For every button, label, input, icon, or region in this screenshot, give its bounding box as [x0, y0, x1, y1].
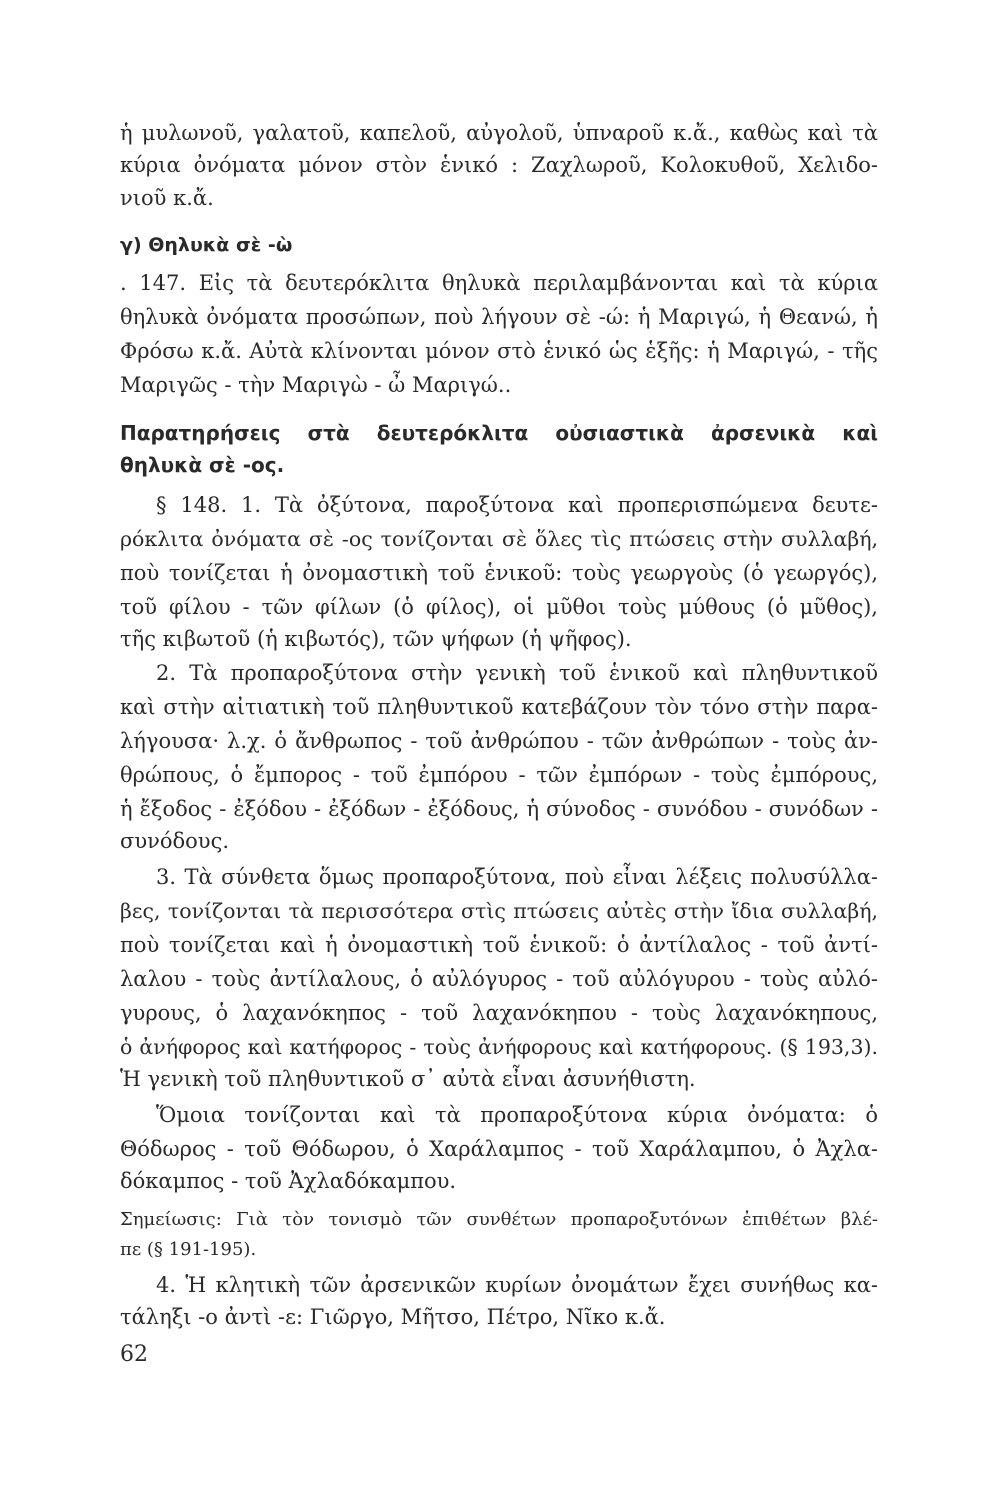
text-line: συνόδους.: [120, 829, 229, 853]
section-heading: Παρατηρήσεις στὰ δευτερόκλιτα οὐσιαστικὰ ἀρσενικὰ καὶ: [120, 421, 878, 445]
note-line: Σημείωσις: Γιὰ τὸν τονισμὸ τῶν συνθέτων προπαροξυτόνων ἐπιθέτων βλέ-: [120, 1209, 878, 1230]
text-line: Φρόσω κ.ἄ. Αὐτὰ κλίνονται μόνον στὸ ἑνικό ὡς ἑξῆς: ἡ Μαριγώ, - τῆς: [120, 339, 878, 363]
text-line: Μαριγῶς - τὴν Μαριγὼ - ὦ Μαριγώ..: [120, 373, 512, 397]
text-line: τοῦ φίλου - τῶν φίλων (ὁ φίλος), οἱ μῦθοι τοὺς μύθους (ὁ μῦθος),: [120, 595, 878, 619]
text-line: ἡ μυλωνοῦ, γαλατοῦ, καπελοῦ, αὐγολοῦ, ὑπναροῦ κ.ἄ., καθὼς καὶ τὰ: [120, 121, 878, 145]
text-line: ποὺ τονίζεται ἡ ὀνομαστικὴ τοῦ ἑνικοῦ: τοὺς γεωργοὺς (ὁ γεωργός),: [120, 561, 878, 585]
text-line: Θόδωρος - τοῦ Θόδωρου, ὁ Χαράλαμπος - τοῦ Χαράλαμπου, ὁ Ἀχλα-: [120, 1137, 878, 1161]
text-line: λήγουσα· λ.χ. ὁ ἄνθρωπος - τοῦ ἀνθρώπου - τῶν ἀνθρώπων - τοὺς ἀν-: [120, 729, 878, 753]
text-line: Ἡ γενικὴ τοῦ πληθυντικοῦ σ᾿ αὐτὰ εἶναι ἀσυνήθιστη.: [120, 1067, 696, 1091]
text-line: γυρους, ὁ λαχανόκηπος - τοῦ λαχανόκηπου - τοὺς λαχανόκηπους,: [120, 1001, 878, 1025]
text-line: τάληξι -ο ἀντὶ -ε: Γιῶργο, Μῆτσο, Πέτρο, Νῖκο κ.ἄ.: [120, 1305, 666, 1329]
text-line: 2. Τὰ προπαροξύτονα στὴν γενικὴ τοῦ ἑνικοῦ καὶ πληθυντικοῦ: [156, 661, 878, 685]
section-heading: γ) Θηλυκὰ σὲ -ὼ: [120, 234, 293, 256]
text-line: ρόκλιτα ὀνόματα σὲ -ος τονίζονται σὲ ὅλες τὶς πτώσεις στὴν συλλαβή,: [120, 527, 878, 551]
text-line: 4. Ἡ κλητικὴ τῶν ἀρσενικῶν κυρίων ὀνομάτων ἔχει συνήθως κα-: [156, 1273, 878, 1297]
text-line: θηλυκὰ ὀνόματα προσώπων, ποὺ λήγουν σὲ -ώ: ἡ Μαριγώ, ἡ Θεανώ, ἡ: [120, 305, 878, 329]
text-line: καὶ στὴν αἰτιατικὴ τοῦ πληθυντικοῦ κατεβάζουν τὸν τόνο στὴν παρα-: [120, 695, 878, 719]
text-line: § 148. 1. Τὰ ὀξύτονα, παροξύτονα καὶ προπερισπώμενα δευτε-: [156, 493, 878, 517]
page-number: 62: [120, 1342, 148, 1367]
text-line: βες, τονίζονται τὰ περισσότερα στὶς πτώσεις αὐτὲς στὴν ἴδια συλλαβή,: [120, 899, 878, 923]
text-line: νιοῦ κ.ἄ.: [120, 186, 214, 210]
text-line: ἡ ἔξοδος - ἐξόδου - ἐξόδων - ἐξόδους, ἡ σύνοδος - συνόδου - συνόδων -: [120, 797, 878, 821]
text-line: δόκαμπος - τοῦ Ἀχλαδόκαμπου.: [120, 1169, 457, 1193]
text-line: τῆς κιβωτοῦ (ἡ κιβωτός), τῶν ψήφων (ἡ ψῆφος).: [120, 627, 632, 651]
text-line: κύρια ὀνόματα μόνον στὸν ἑνικό : Ζαχλωροῦ, Κολοκυθοῦ, Χελιδο-: [120, 153, 878, 177]
text-line: 3. Τὰ σύνθετα ὅμως προπαροξύτονα, ποὺ εἶναι λέξεις πολυσύλλα-: [156, 865, 878, 889]
text-line: θρώπους, ὁ ἔμπορος - τοῦ ἐμπόρου - τῶν ἐμπόρων - τοὺς ἐμπόρους,: [120, 763, 878, 787]
note-line: πε (§ 191-195).: [120, 1239, 257, 1260]
text-line: λαλου - τοὺς ἀντίλαλους, ὁ αὐλόγυρος - τοῦ αὐλόγυρου - τοὺς αὐλό-: [120, 967, 878, 991]
section-heading: θηλυκὰ σὲ -ος.: [120, 453, 285, 477]
text-line: ὁ ἀνήφορος καὶ κατήφορος - τοὺς ἀνήφορους καὶ κατήφορους. (§ 193,3).: [120, 1035, 878, 1059]
text-line: ποὺ τονίζεται καὶ ἡ ὀνομαστικὴ τοῦ ἑνικοῦ: ὁ ἀντίλαλος - τοῦ ἀντί-: [120, 933, 878, 957]
text-line: Ὅμοια τονίζονται καὶ τὰ προπαροξύτονα κύρια ὀνόματα: ὁ: [156, 1103, 878, 1127]
text-line: . 147. Εἰς τὰ δευτερόκλιτα θηλυκὰ περιλαμβάνονται καὶ τὰ κύρια: [120, 271, 878, 295]
